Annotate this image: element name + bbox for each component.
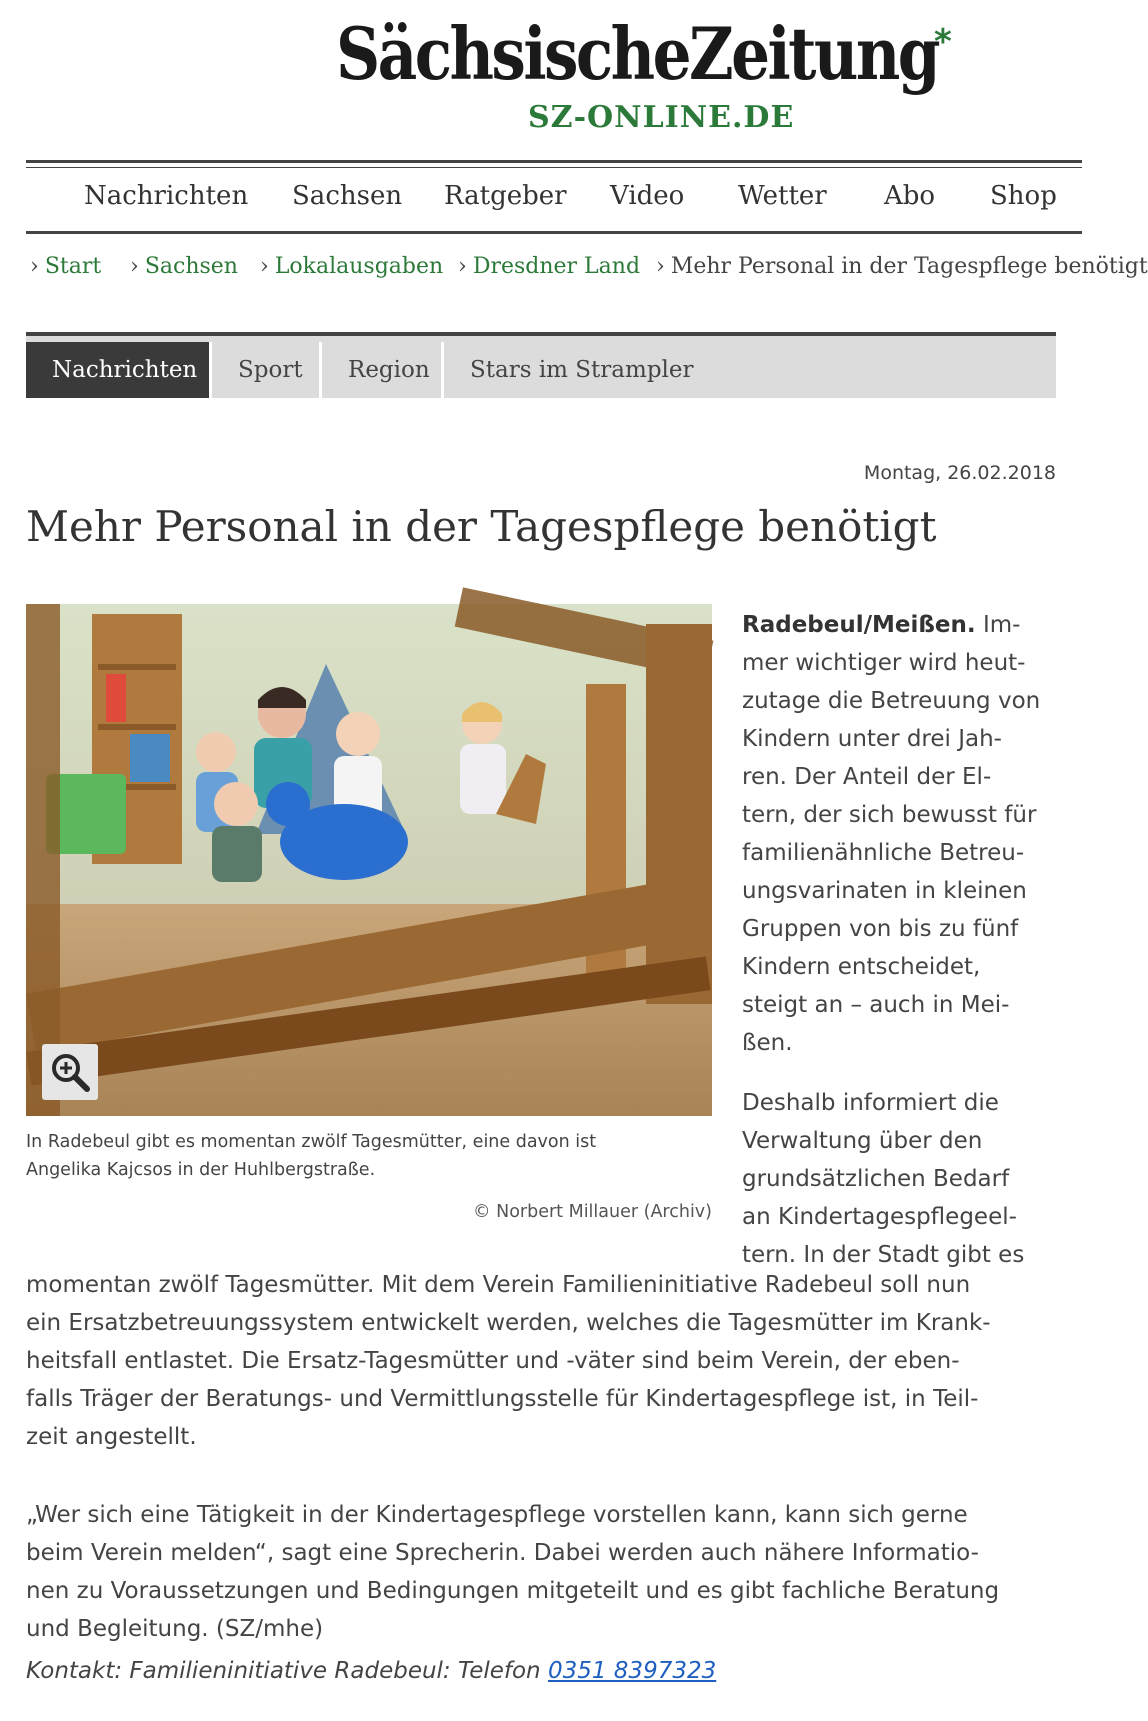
tab-region[interactable]: Region	[322, 342, 444, 398]
zoom-button[interactable]	[42, 1044, 98, 1100]
nav-item-shop[interactable]: Shop	[990, 181, 1057, 211]
image-caption	[26, 1128, 716, 1184]
tab-nachrichten[interactable]: Nachrichten	[26, 342, 212, 398]
site-header	[0, 0, 1082, 150]
breadcrumb-item-sachsen[interactable]	[130, 254, 238, 279]
text-line: ren. Der Anteil der El-	[742, 764, 992, 790]
phone-link[interactable]: 0351 8397323	[547, 1658, 717, 1684]
image-credit: © Norbert Millauer (Archiv)	[473, 1202, 712, 1222]
section-tabs	[26, 332, 1056, 398]
text-line: grundsätzlichen Bedarf	[742, 1166, 1010, 1192]
logo-subtitle[interactable]: SZ-ONLINE.DE	[528, 100, 795, 135]
text-line: nen zu Voraussetzungen und Bedingungen mitgeteilt und es gibt fachliche Beratung	[26, 1578, 1000, 1604]
contact-line	[26, 1658, 716, 1684]
nav-item-wetter[interactable]: Wetter	[738, 181, 827, 211]
nav-item-nachrichten[interactable]: Nachrichten	[84, 181, 249, 211]
text-line: ungsvarinaten in kleinen	[742, 878, 1027, 904]
text-line: Deshalb informiert die	[742, 1090, 999, 1116]
breadcrumb-item-current	[656, 254, 1148, 279]
text-line: Kindern entscheidet,	[742, 954, 981, 980]
article-body-quote	[26, 1496, 1076, 1648]
text-line	[742, 606, 1072, 644]
nav-item-video[interactable]: Video	[610, 181, 685, 211]
text-line: tern. In der Stadt gibt es	[742, 1242, 1025, 1268]
nav-item-abo[interactable]: Abo	[884, 181, 936, 211]
article-body-side	[742, 606, 1072, 1274]
breadcrumb-item-dresdner-land[interactable]	[458, 254, 640, 279]
tab-sport[interactable]: Sport	[212, 342, 322, 398]
magnifier-plus-icon	[48, 1050, 92, 1094]
article-image[interactable]	[26, 604, 712, 1116]
text-line: ein Ersatzbetreuungssystem entwickelt werden, welches die Tagesmütter im Krank-	[26, 1310, 991, 1336]
text-line: ßen.	[742, 1030, 793, 1056]
text-line: „Wer sich eine Tätigkeit in der Kindertagespflege vorstellen kann, kann sich gerne	[26, 1502, 968, 1528]
text-line: Verwaltung über den	[742, 1128, 983, 1154]
text-line: und Begleitung. (SZ/mhe)	[26, 1616, 324, 1642]
text-line: Kindern unter drei Jah-	[742, 726, 1002, 752]
chevron-right-icon: ›	[656, 254, 665, 279]
text-line: familienähnliche Betreu-	[742, 840, 1025, 866]
breadcrumb-label: Lokalausgaben	[274, 254, 444, 279]
logo-star-icon: *	[934, 22, 952, 62]
main-nav	[26, 160, 1082, 234]
breadcrumb-label: Dresdner Land	[472, 254, 641, 279]
caption-line: In Radebeul gibt es momentan zwölf Tagesmütter, eine davon ist	[26, 1132, 597, 1152]
nav-item-sachsen[interactable]: Sachsen	[292, 181, 403, 211]
text-line: steigt an – auch in Mei-	[742, 992, 1010, 1018]
paragraph	[742, 1084, 1072, 1274]
chevron-right-icon: ›	[458, 254, 467, 279]
text-line: tern, der sich bewusst für	[742, 802, 1037, 828]
text-line: zutage die Betreuung von	[742, 688, 1041, 714]
chevron-right-icon: ›	[260, 254, 269, 279]
tab-stars-im-strampler[interactable]: Stars im Strampler	[444, 342, 684, 398]
text-line: an Kindertagespflegeel-	[742, 1204, 1017, 1230]
article-body-full	[26, 1266, 1076, 1456]
article-photo-illustration	[26, 604, 712, 1116]
caption-line: Angelika Kajcsos in der Huhlbergstraße.	[26, 1160, 376, 1180]
breadcrumb-item-start[interactable]	[30, 254, 101, 279]
text-line: momentan zwölf Tagesmütter. Mit dem Verein Familieninitiative Radebeul soll nun	[26, 1272, 971, 1298]
chevron-right-icon: ›	[130, 254, 139, 279]
text-line: zeit angestellt.	[26, 1424, 197, 1450]
text-line: Gruppen von bis zu fünf	[742, 916, 1019, 942]
article-date: Montag, 26.02.2018	[863, 462, 1056, 484]
breadcrumb-label: Start	[44, 254, 102, 279]
text-line: falls Träger der Beratungs- und Vermittlungsstelle für Kindertagespflege ist, in Teil-	[26, 1386, 979, 1412]
contact-label: Kontakt: Familieninitiative Radebeul: Telefon	[26, 1658, 548, 1684]
chevron-right-icon: ›	[30, 254, 39, 279]
breadcrumb-label: Mehr Personal in der Tagespflege benötigt	[670, 254, 1148, 279]
logo-title[interactable]: SächsischeZeitung	[336, 11, 939, 96]
breadcrumb-label: Sachsen	[144, 254, 238, 279]
breadcrumb	[30, 254, 1148, 288]
nav-item-ratgeber[interactable]: Ratgeber	[444, 181, 567, 211]
paragraph	[742, 606, 1072, 1062]
text-line: beim Verein melden“, sagt eine Sprecherin. Dabei werden auch nähere Informatio-	[26, 1540, 979, 1566]
text-line: heitsfall entlastet. Die Ersatz-Tagesmütter und -väter sind beim Verein, der eben-	[26, 1348, 960, 1374]
text-span: Im-	[975, 612, 1021, 638]
text-line: mer wichtiger wird heut-	[742, 650, 1026, 676]
article-lead: Radebeul/Meißen.	[742, 612, 976, 638]
breadcrumb-item-lokalausgaben[interactable]	[260, 254, 443, 279]
page-title: Mehr Personal in der Tagespflege benötigt	[26, 502, 937, 551]
